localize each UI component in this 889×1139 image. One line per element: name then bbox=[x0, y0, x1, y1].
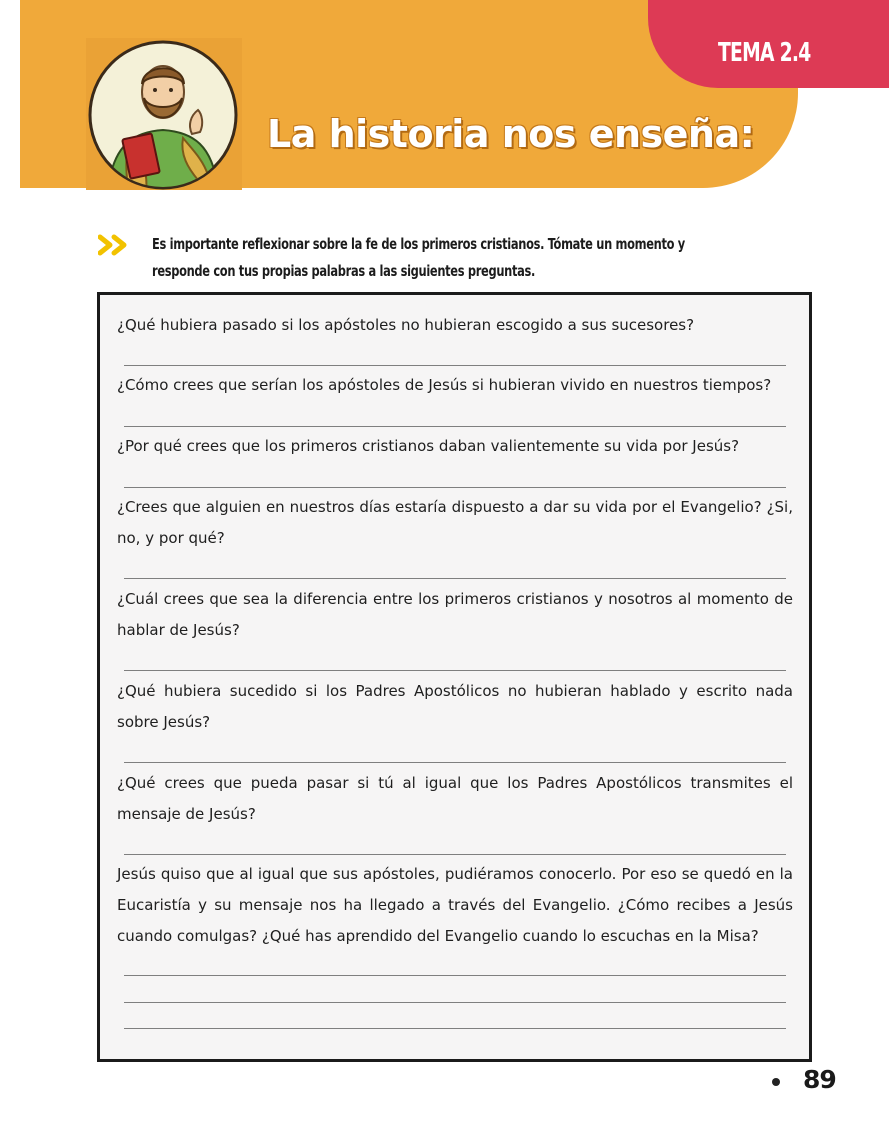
page-bullet bbox=[772, 1078, 780, 1086]
answer-line-8a[interactable] bbox=[124, 975, 786, 976]
topic-tag-label: TEMA 2.4 bbox=[718, 38, 811, 68]
question-7: ¿Qué crees que pueda pasar si tú al igual que los Padres Apostólicos transmites el mensaje de Jesús? bbox=[117, 774, 793, 823]
answer-line-5[interactable] bbox=[124, 670, 786, 671]
answer-line-4[interactable] bbox=[124, 578, 786, 579]
question-3: ¿Por qué crees que los primeros cristianos daban valientemente su vida por Jesús? bbox=[117, 437, 740, 455]
question-2: ¿Cómo crees que serían los apóstoles de Jesús si hubieran vivido en nuestros tiempos? bbox=[117, 376, 772, 394]
question-6: ¿Qué hubiera sucedido si los Padres Apostólicos no hubieran hablado y escrito nada sobre Jesús? bbox=[117, 682, 793, 731]
question-1: ¿Qué hubiera pasado si los apóstoles no hubieran escogido a sus sucesores? bbox=[117, 316, 695, 334]
answer-line-2[interactable] bbox=[124, 426, 786, 427]
apostle-illustration-icon bbox=[88, 40, 238, 190]
answer-line-7[interactable] bbox=[124, 854, 786, 855]
page-title: La historia nos enseña: bbox=[267, 112, 755, 156]
topic-tag bbox=[648, 0, 889, 88]
double-chevron-right-icon bbox=[98, 234, 132, 256]
questions-box bbox=[97, 292, 812, 1062]
instructions-line-2: responde con tus propias palabras a las siguientes preguntas. bbox=[152, 262, 535, 280]
instructions-line-1: Es importante reflexionar sobre la fe de los primeros cristianos. Tómate un momento y bbox=[152, 235, 685, 253]
instructions bbox=[152, 231, 772, 285]
question-8: Jesús quiso que al igual que sus apóstoles, pudiéramos conocerlo. Por eso se quedó en la Eucaristía y su mensaje nos ha llegado a través del Evangelio. ¿Cómo recibes a Jesús cuando comulgas? ¿Qué has aprendido del Evangelio cuando lo escuchas en la Misa? bbox=[117, 865, 793, 945]
answer-line-3[interactable] bbox=[124, 487, 786, 488]
answer-line-8b[interactable] bbox=[124, 1002, 786, 1003]
answer-line-8c[interactable] bbox=[124, 1028, 786, 1029]
answer-line-6[interactable] bbox=[124, 762, 786, 763]
question-5: ¿Cuál crees que sea la diferencia entre los primeros cristianos y nosotros al momento de hablar de Jesús? bbox=[117, 590, 793, 639]
answer-line-1[interactable] bbox=[124, 365, 786, 366]
page-number: 89 bbox=[803, 1065, 836, 1094]
question-4: ¿Crees que alguien en nuestros días estaría dispuesto a dar su vida por el Evangelio? ¿Si, no, y por qué? bbox=[117, 498, 793, 547]
